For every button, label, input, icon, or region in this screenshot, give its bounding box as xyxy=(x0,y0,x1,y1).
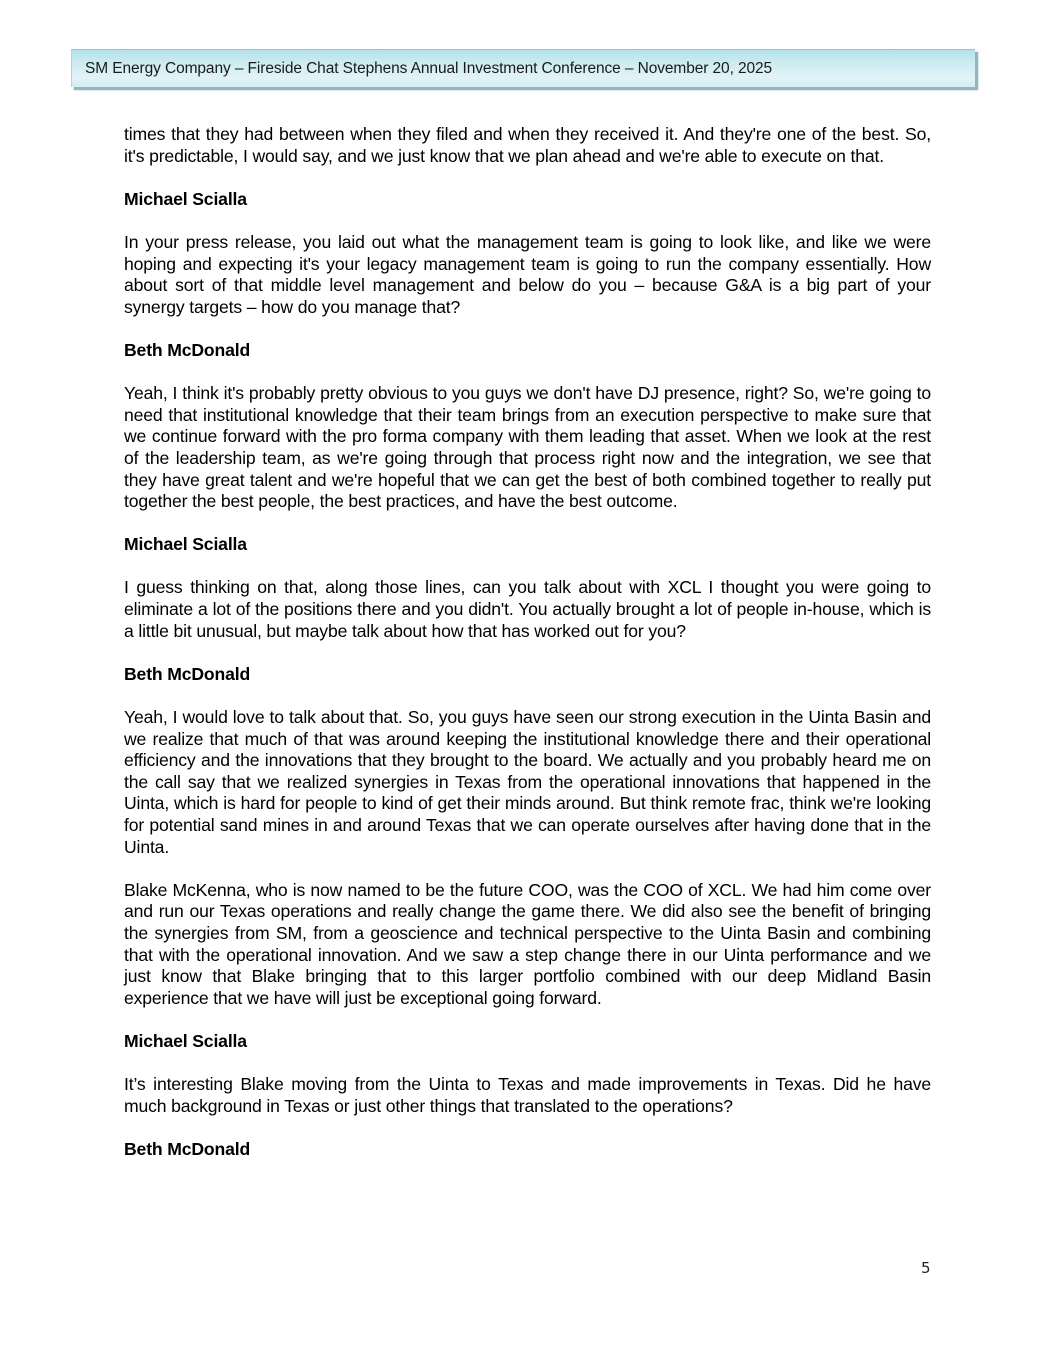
transcript-paragraph: I guess thinking on that, along those lines, can you talk about with XCL I thought you were going to eliminate a lot of the positions there and you didn't. You actually brought a lot of people in-house, which is a little bit unusual, but maybe talk about how that has worked out for you? xyxy=(124,577,931,641)
document-header-title: SM Energy Company – Fireside Chat Stephens Annual Investment Conference – November 20, 2025 xyxy=(85,60,773,77)
transcript-paragraph: times that they had between when they filed and when they received it. And they're one of the best. So, it's predictable, I would say, and we just know that we plan ahead and we're able to execute on that. xyxy=(124,124,931,166)
page-number: 5 xyxy=(921,1259,931,1277)
transcript-body xyxy=(124,124,931,1182)
transcript-paragraph: In your press release, you laid out what the management team is going to look like, and like we were hoping and expecting it's your legacy management team is going to run the company essentially. How about sort of that middle level management and below do you – because G&A is a big part of your synergy targets – how do you manage that? xyxy=(124,231,931,317)
speaker-name: Michael Scialla xyxy=(124,534,247,555)
speaker-name: Michael Scialla xyxy=(124,188,247,209)
speaker-name: Michael Scialla xyxy=(124,1030,247,1051)
transcript-paragraph: Yeah, I think it's probably pretty obvious to you guys we don't have DJ presence, right? So, we're going to need that institutional knowledge that their team brings from an execution perspective to make sure that we continue forward with the pro forma company with them leading that asset. When we look at the rest of the leadership team, as we're going through that process right now and the integration, we see that they have great talent and we're hopeful that we can get the best of both combined together to really put together the best people, the best practices, and have the best outcome. xyxy=(124,383,931,512)
speaker-name: Beth McDonald xyxy=(124,663,251,684)
document-header-banner xyxy=(71,49,975,87)
speaker-name: Beth McDonald xyxy=(124,1138,251,1159)
transcript-paragraph: Blake McKenna, who is now named to be the future COO, was the COO of XCL. We had him come over and run our Texas operations and really change the game there. We did also see the benefit of bringing the synergies from SM, from a geoscience and technical perspective to the Uinta Basin and combining that with the operational innovation. And we saw a step change there in our Uinta performance and we just know that Blake bringing that to this larger portfolio combined with our deep Midland Basin experience that we have will just be exceptional going forward. xyxy=(124,879,931,1008)
speaker-name: Beth McDonald xyxy=(124,339,251,360)
transcript-paragraph: It’s interesting Blake moving from the Uinta to Texas and made improvements in Texas. Did he have much background in Texas or just other things that translated to the operations? xyxy=(124,1074,931,1116)
transcript-paragraph: Yeah, I would love to talk about that. So, you guys have seen our strong execution in the Uinta Basin and we realize that much of that was around keeping the institutional knowledge there and their operational efficiency and the innovations that they brought to the board. We actually and you probably heard me on the call say that we realized synergies in Texas from the operational innovations that happened in the Uinta, which is hard for people to kind of get their minds around. But think remote frac, think we're looking for potential sand mines in and around Texas that we can operate ourselves after having done that in the Uinta. xyxy=(124,707,931,857)
